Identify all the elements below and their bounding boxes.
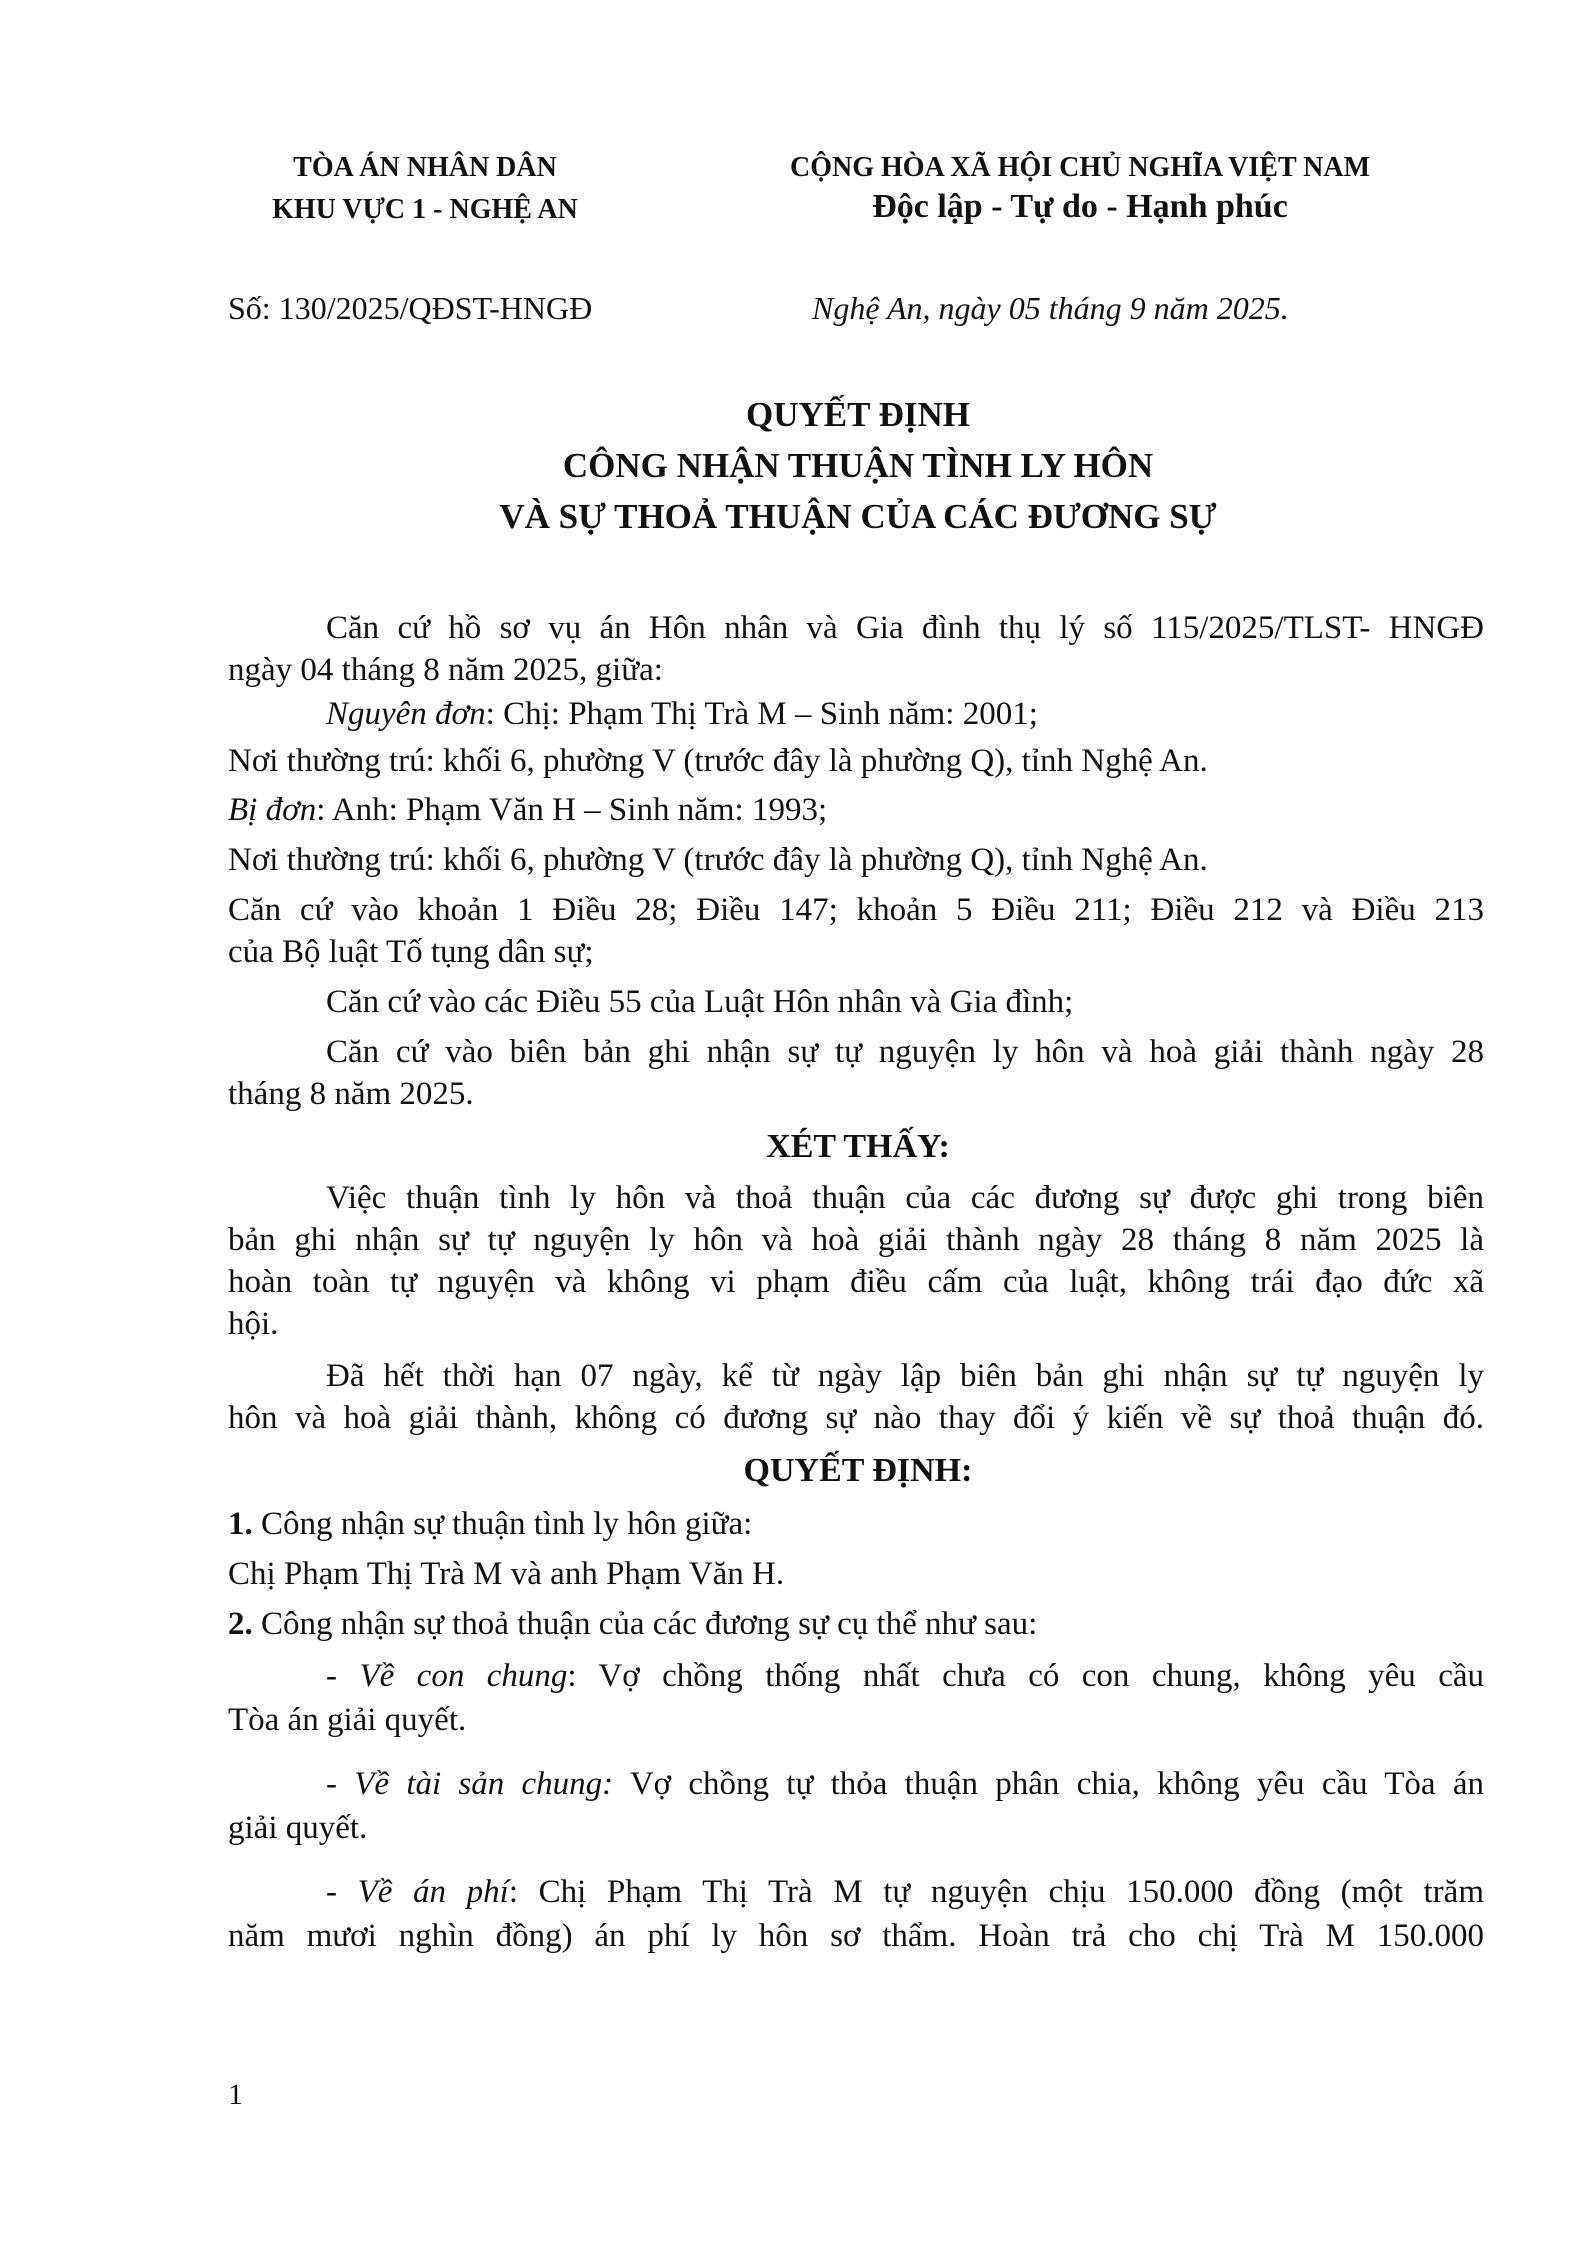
findings-p2-line1: Đã hết thời hạn 07 ngày, kể từ ngày lập biên bản ghi nhận sự tự nguyện ly (326, 1358, 1484, 1394)
property-clause-line1: - Về tài sản chung: Vợ chồng tự thỏa thuận phân chia, không yêu cầu Tòa án (326, 1766, 1484, 1802)
fee-clause-label: Về án phí (357, 1874, 509, 1910)
child-clause-line1: - Về con chung: Vợ chồng thống nhất chưa có con chung, không yêu cầu (326, 1658, 1485, 1694)
item2-number: 2. (228, 1606, 253, 1642)
child-clause-line2: Tòa án giải quyết. (228, 1702, 467, 1738)
defendant-info: : Anh: Phạm Văn H – Sinh năm: 1993; (316, 792, 828, 828)
findings-p1-line3: hoàn toàn tự nguyện và không vi phạm điều cấm của luật, không trái đạo đức xã (228, 1264, 1484, 1300)
decision-number: Số: 130/2025/QĐST-HNGĐ (228, 290, 593, 326)
decision-heading: QUYẾT ĐỊNH: (743, 1452, 973, 1489)
item1-text: Công nhận sự thuận tình ly hôn giữa: (252, 1506, 753, 1542)
basis-paragraph-line2: ngày 04 tháng 8 năm 2025, giữa: (228, 652, 663, 688)
plaintiff-info: : Chị: Phạm Thị Trà M – Sinh năm: 2001; (485, 696, 1038, 732)
decision-item1-names: Chị Phạm Thị Trà M và anh Phạm Văn H. (228, 1556, 785, 1592)
child-clause-label: Về con chung (359, 1658, 568, 1694)
law-basis-line1: Căn cứ vào khoản 1 Điều 28; Điều 147; khoản 5 Điều 211; Điều 212 và Điều 213 (228, 892, 1484, 928)
plaintiff-label: Nguyên đơn (326, 696, 486, 732)
nation-title: CỘNG HÒA XÃ HỘI CHỦ NGHĨA VIỆT NAM (789, 152, 1371, 183)
court-name-line2: KHU VỰC 1 - NGHỆ AN (272, 194, 578, 225)
page-number: 1 (228, 2078, 243, 2111)
findings-p2-line2: hôn và hoà giải thành, không có đương sự nào thay đổi ý kiến về sự thoả thuận đó. (228, 1400, 1484, 1436)
place-date: Nghệ An, ngày 05 tháng 9 năm 2025. (812, 290, 1289, 326)
decision-item1 (228, 1506, 1484, 1543)
title-line3: VÀ SỰ THOẢ THUẬN CỦA CÁC ĐƯƠNG SỰ (499, 497, 1217, 536)
marriage-law-basis: Căn cứ vào các Điều 55 của Luật Hôn nhân và Gia đình; (326, 984, 1074, 1020)
law-basis-line2: của Bộ luật Tố tụng dân sự; (228, 934, 594, 970)
record-basis-line1: Căn cứ vào biên bản ghi nhận sự tự nguyện ly hôn và hoà giải thành ngày 28 (326, 1034, 1484, 1070)
item2-text: Công nhận sự thoả thuận của các đương sự cụ thể như sau: (252, 1606, 1038, 1642)
findings-p1-line1: Việc thuận tình ly hôn và thoả thuận của các đương sự được ghi trong biên (326, 1180, 1484, 1216)
findings-p1-line4: hội. (228, 1306, 279, 1342)
findings-p1-line2: bản ghi nhận sự tự nguyện ly hôn và hoà giải thành ngày 28 tháng 8 năm 2025 là (228, 1222, 1484, 1258)
plaintiff-line (326, 696, 1582, 733)
defendant-residence: Nơi thường trú: khối 6, phường V (trước đây là phường Q), tỉnh Nghệ An. (228, 842, 1208, 878)
basis-paragraph-line1: Căn cứ hồ sơ vụ án Hôn nhân và Gia đình thụ lý số 115/2025/TLST- HNGĐ (326, 610, 1484, 646)
defendant-label: Bị đơn (228, 792, 317, 828)
record-basis-line2: tháng 8 năm 2025. (228, 1076, 474, 1112)
findings-heading: XÉT THẤY: (766, 1128, 950, 1165)
fee-clause-line2: năm mươi nghìn đồng) án phí ly hôn sơ thẩm. Hoàn trả cho chị Trà M 150.000 (228, 1918, 1484, 1954)
court-name-line1: TÒA ÁN NHÂN DÂN (293, 152, 557, 183)
nation-motto: Độc lập - Tự do - Hạnh phúc (872, 188, 1288, 225)
fee-clause-line1: - Về án phí: Chị Phạm Thị Trà M tự nguyện chịu 150.000 đồng (một trăm (326, 1874, 1484, 1910)
property-clause-line2: giải quyết. (228, 1810, 368, 1846)
decision-item2 (228, 1606, 1484, 1643)
title-line2: CÔNG NHẬN THUẬN TÌNH LY HÔN (562, 446, 1154, 485)
item1-number: 1. (228, 1506, 253, 1542)
property-clause-label: Về tài sản chung: (354, 1766, 614, 1802)
title-line1: QUYẾT ĐỊNH (746, 395, 970, 434)
defendant-line (228, 792, 1484, 829)
plaintiff-residence: Nơi thường trú: khối 6, phường V (trước đây là phường Q), tỉnh Nghệ An. (228, 743, 1208, 779)
